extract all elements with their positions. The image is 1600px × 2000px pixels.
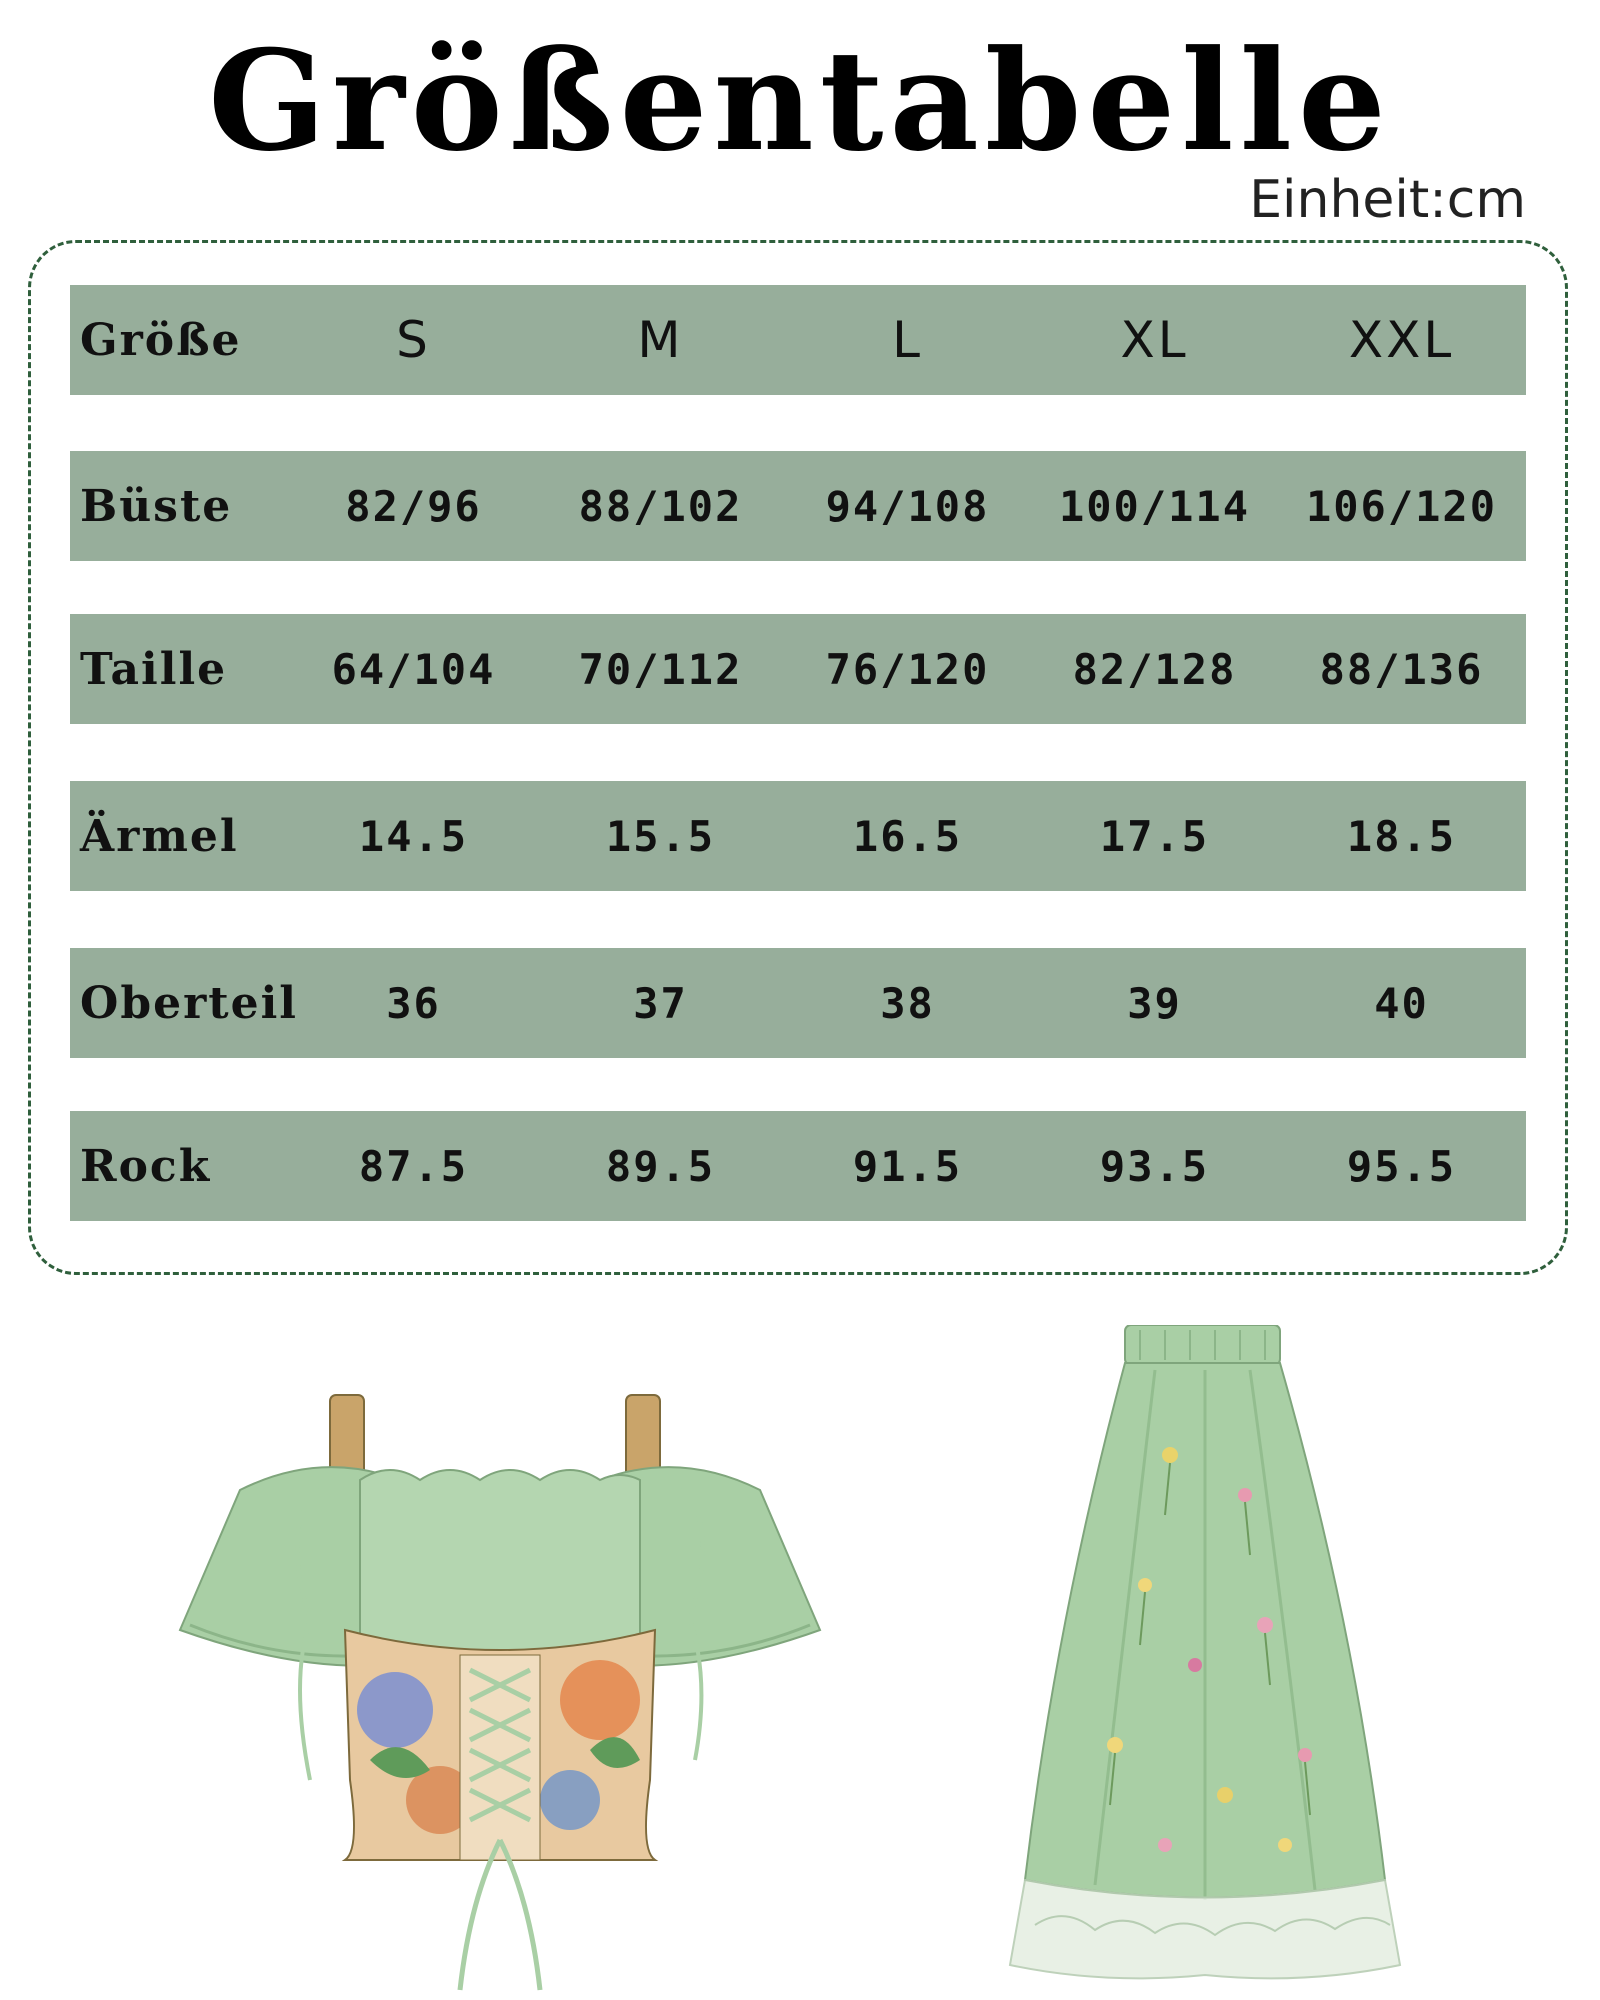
row-label: Rock	[80, 1140, 212, 1192]
row-label: Büste	[80, 480, 233, 532]
table-row-bust	[70, 451, 1526, 561]
table-cell: 94/108	[825, 481, 990, 531]
size-xl: XL	[1120, 311, 1189, 369]
table-cell: 89.5	[605, 1141, 716, 1191]
table-row-sleeve	[70, 781, 1526, 891]
header-label: Größe	[80, 314, 242, 366]
table-cell: 100/114	[1058, 481, 1250, 531]
table-cell: 82/96	[345, 481, 482, 531]
table-cell: 17.5	[1099, 811, 1210, 861]
table-cell: 93.5	[1099, 1141, 1210, 1191]
row-label: Ärmel	[80, 810, 239, 862]
table-cell: 15.5	[605, 811, 716, 861]
table-cell: 76/120	[825, 644, 990, 694]
size-s: S	[396, 311, 431, 369]
table-cell: 18.5	[1346, 811, 1457, 861]
table-cell: 91.5	[852, 1141, 963, 1191]
table-cell: 14.5	[358, 811, 469, 861]
table-cell: 95.5	[1346, 1141, 1457, 1191]
blouse-image	[170, 1380, 830, 2000]
table-cell: 70/112	[578, 644, 743, 694]
table-cell: 40	[1374, 978, 1429, 1028]
table-cell: 38	[880, 978, 935, 1028]
page-title: Größentabelle	[208, 19, 1392, 182]
table-cell: 88/136	[1319, 644, 1484, 694]
table-row-top	[70, 948, 1526, 1058]
table-cell: 106/120	[1305, 481, 1497, 531]
table-header-row	[70, 285, 1526, 395]
table-cell: 87.5	[358, 1141, 469, 1191]
table-cell: 39	[1127, 978, 1182, 1028]
size-xxl: XXL	[1348, 311, 1455, 369]
row-label: Oberteil	[80, 977, 299, 1029]
table-row-skirt	[70, 1111, 1526, 1221]
unit-label: Einheit:cm	[1249, 170, 1526, 230]
table-cell: 82/128	[1072, 644, 1237, 694]
table-cell: 37	[633, 978, 688, 1028]
table-cell: 36	[386, 978, 441, 1028]
size-m: M	[637, 311, 684, 369]
row-label: Taille	[80, 643, 228, 695]
table-cell: 64/104	[331, 644, 496, 694]
table-row-waist	[70, 614, 1526, 724]
table-cell: 88/102	[578, 481, 743, 531]
table-cell: 16.5	[852, 811, 963, 861]
size-l: L	[892, 311, 923, 369]
skirt-image	[1005, 1325, 1405, 1990]
